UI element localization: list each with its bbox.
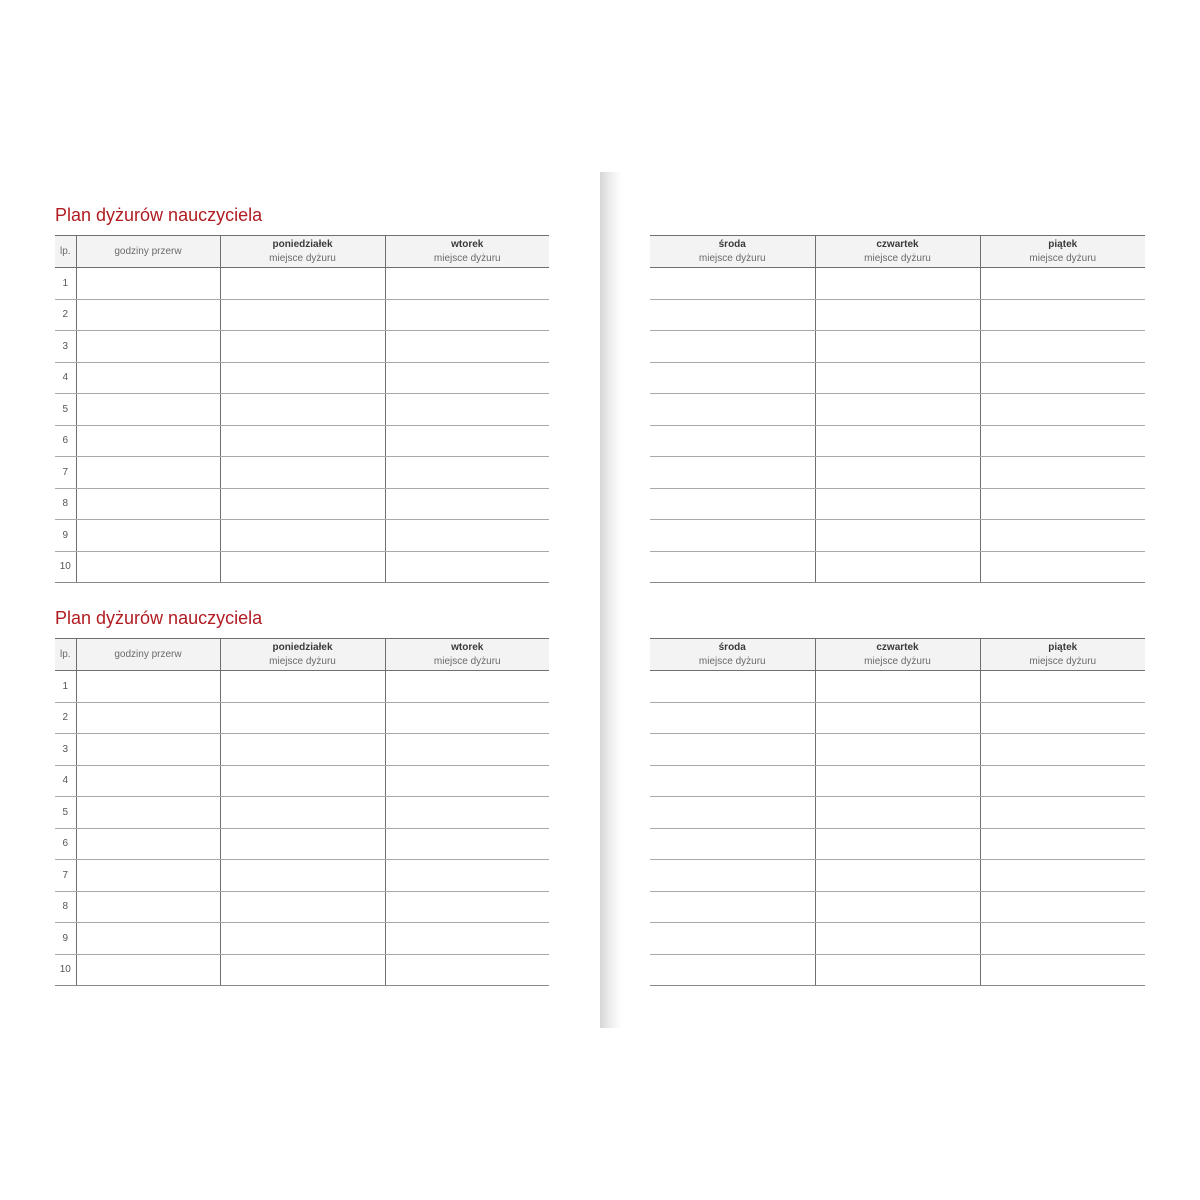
- hours-cell[interactable]: [76, 394, 220, 426]
- duty-cell[interactable]: [650, 362, 815, 394]
- table-row: [55, 331, 549, 363]
- hours-cell[interactable]: [76, 702, 220, 734]
- duty-cell[interactable]: [220, 362, 385, 394]
- duty-cell[interactable]: [980, 551, 1145, 583]
- hours-cell[interactable]: [76, 765, 220, 797]
- duty-cell[interactable]: [980, 520, 1145, 552]
- row-number: 3: [55, 734, 76, 766]
- duty-cell[interactable]: [220, 520, 385, 552]
- row-number: 10: [55, 551, 76, 583]
- row-number: 1: [55, 671, 76, 703]
- day-header-tuesday: wtorek miejsce dyżuru: [385, 236, 549, 268]
- table-row: [55, 954, 549, 986]
- section-1-left-table: [55, 235, 549, 583]
- duty-cell[interactable]: [385, 702, 549, 734]
- table-row: [650, 765, 1145, 797]
- table-row: [650, 734, 1145, 766]
- table-row: [650, 860, 1145, 892]
- duty-cell[interactable]: [650, 923, 815, 955]
- table-row: [650, 299, 1145, 331]
- table-row: [650, 828, 1145, 860]
- table-row: [55, 299, 549, 331]
- duty-cell[interactable]: [815, 457, 980, 489]
- hours-cell[interactable]: [76, 671, 220, 703]
- duty-cell[interactable]: [650, 765, 815, 797]
- duty-cell[interactable]: [815, 299, 980, 331]
- row-number: 4: [55, 765, 76, 797]
- table-row: [650, 551, 1145, 583]
- duty-cell[interactable]: [220, 702, 385, 734]
- table-row: [55, 457, 549, 489]
- table-row: [55, 394, 549, 426]
- duty-cell[interactable]: [980, 671, 1145, 703]
- section-2-right-table: [650, 638, 1145, 986]
- row-number: 8: [55, 891, 76, 923]
- page-spread-gutter: [600, 172, 622, 1028]
- row-number: 4: [55, 362, 76, 394]
- table-row: [650, 891, 1145, 923]
- hours-cell[interactable]: [76, 331, 220, 363]
- duty-cell[interactable]: [385, 425, 549, 457]
- duty-cell[interactable]: [650, 860, 815, 892]
- duty-cell[interactable]: [980, 488, 1145, 520]
- row-number: 10: [55, 954, 76, 986]
- duty-cell[interactable]: [650, 891, 815, 923]
- hours-cell[interactable]: [76, 923, 220, 955]
- duty-cell[interactable]: [220, 457, 385, 489]
- table-row: [650, 488, 1145, 520]
- duty-cell[interactable]: [220, 797, 385, 829]
- header-row: [650, 236, 1145, 268]
- duty-cell[interactable]: [650, 425, 815, 457]
- hours-cell[interactable]: [76, 860, 220, 892]
- duty-cell[interactable]: [220, 734, 385, 766]
- duty-cell[interactable]: [815, 331, 980, 363]
- day-header-wednesday: środa miejsce dyżuru: [650, 639, 815, 671]
- row-number: 3: [55, 331, 76, 363]
- duty-cell[interactable]: [815, 394, 980, 426]
- table-row: [650, 268, 1145, 300]
- duty-cell[interactable]: [980, 331, 1145, 363]
- duty-cell[interactable]: [385, 299, 549, 331]
- hours-cell[interactable]: [76, 734, 220, 766]
- section-1-title: Plan dyżurów nauczyciela: [55, 205, 263, 225]
- row-number: 6: [55, 828, 76, 860]
- duty-cell[interactable]: [650, 551, 815, 583]
- duty-cell[interactable]: [980, 828, 1145, 860]
- table-row: [650, 362, 1145, 394]
- duty-cell[interactable]: [980, 457, 1145, 489]
- row-number: 9: [55, 923, 76, 955]
- duty-cell[interactable]: [220, 331, 385, 363]
- table-row: [55, 551, 549, 583]
- duty-cell[interactable]: [220, 551, 385, 583]
- row-number: 5: [55, 394, 76, 426]
- table-row: [55, 671, 549, 703]
- table-row: [650, 425, 1145, 457]
- duty-cell[interactable]: [220, 765, 385, 797]
- day-header-friday: piątek miejsce dyżuru: [980, 236, 1145, 268]
- table-row: [650, 331, 1145, 363]
- duty-cell[interactable]: [815, 891, 980, 923]
- duty-cell[interactable]: [815, 797, 980, 829]
- hours-header: godziny przerw: [76, 639, 220, 671]
- header-row: [55, 236, 549, 268]
- duty-cell[interactable]: [385, 520, 549, 552]
- duty-cell[interactable]: [980, 702, 1145, 734]
- section-1-right-table: [650, 235, 1145, 583]
- duty-cell[interactable]: [650, 520, 815, 552]
- duty-cell[interactable]: [815, 734, 980, 766]
- table-row: [650, 702, 1145, 734]
- duty-cell[interactable]: [980, 362, 1145, 394]
- section-2-left-table: [55, 638, 549, 986]
- hours-cell[interactable]: [76, 797, 220, 829]
- table-row: [55, 268, 549, 300]
- duty-cell[interactable]: [385, 828, 549, 860]
- duty-cell[interactable]: [980, 923, 1145, 955]
- duty-cell[interactable]: [980, 299, 1145, 331]
- duty-cell[interactable]: [220, 954, 385, 986]
- duty-cell[interactable]: [220, 671, 385, 703]
- hours-cell[interactable]: [76, 551, 220, 583]
- row-number: 2: [55, 702, 76, 734]
- duty-cell[interactable]: [220, 488, 385, 520]
- duty-cell[interactable]: [385, 797, 549, 829]
- lp-header: lp.: [55, 236, 76, 268]
- table-row: [55, 828, 549, 860]
- table-row: [55, 923, 549, 955]
- table-row: [650, 394, 1145, 426]
- duty-cell[interactable]: [980, 394, 1145, 426]
- duty-cell[interactable]: [385, 765, 549, 797]
- row-number: 6: [55, 425, 76, 457]
- duty-cell[interactable]: [650, 797, 815, 829]
- header-row: [55, 639, 549, 671]
- duty-cell[interactable]: [385, 488, 549, 520]
- header-row: [650, 639, 1145, 671]
- section-2-title: Plan dyżurów nauczyciela: [55, 608, 263, 628]
- hours-cell[interactable]: [76, 362, 220, 394]
- duty-cell[interactable]: [220, 860, 385, 892]
- table-row: [55, 891, 549, 923]
- hours-cell[interactable]: [76, 891, 220, 923]
- duty-cell[interactable]: [385, 923, 549, 955]
- duty-cell[interactable]: [385, 891, 549, 923]
- duty-cell[interactable]: [815, 954, 980, 986]
- duty-cell[interactable]: [650, 828, 815, 860]
- table-row: [55, 702, 549, 734]
- day-header-thursday: czwartek miejsce dyżuru: [815, 236, 980, 268]
- hours-cell[interactable]: [76, 457, 220, 489]
- duty-cell[interactable]: [385, 551, 549, 583]
- duty-cell[interactable]: [385, 954, 549, 986]
- row-number: 7: [55, 860, 76, 892]
- duty-cell[interactable]: [980, 425, 1145, 457]
- table-row: [55, 488, 549, 520]
- table-row: [55, 734, 549, 766]
- day-header-monday: poniedziałek miejsce dyżuru: [220, 236, 385, 268]
- row-number: 8: [55, 488, 76, 520]
- table-row: [55, 362, 549, 394]
- duty-cell[interactable]: [220, 425, 385, 457]
- duty-cell[interactable]: [980, 797, 1145, 829]
- duty-cell[interactable]: [385, 331, 549, 363]
- day-header-wednesday: środa miejsce dyżuru: [650, 236, 815, 268]
- duty-cell[interactable]: [815, 702, 980, 734]
- duty-cell[interactable]: [980, 268, 1145, 300]
- table-row: [55, 520, 549, 552]
- duty-cell[interactable]: [650, 734, 815, 766]
- duty-cell[interactable]: [815, 765, 980, 797]
- table-row: [55, 797, 549, 829]
- duty-cell[interactable]: [650, 394, 815, 426]
- row-number: 7: [55, 457, 76, 489]
- duty-cell[interactable]: [650, 488, 815, 520]
- duty-cell[interactable]: [815, 923, 980, 955]
- hours-cell[interactable]: [76, 488, 220, 520]
- hours-header: godziny przerw: [76, 236, 220, 268]
- duty-cell[interactable]: [980, 734, 1145, 766]
- row-number: 9: [55, 520, 76, 552]
- hours-cell[interactable]: [76, 954, 220, 986]
- table-row: [55, 860, 549, 892]
- duty-cell[interactable]: [220, 394, 385, 426]
- duty-cell[interactable]: [385, 268, 549, 300]
- table-row: [650, 954, 1145, 986]
- duty-cell[interactable]: [385, 394, 549, 426]
- hours-cell[interactable]: [76, 268, 220, 300]
- table-row: [650, 923, 1145, 955]
- duty-cell[interactable]: [815, 488, 980, 520]
- hours-cell[interactable]: [76, 828, 220, 860]
- hours-cell[interactable]: [76, 425, 220, 457]
- table-row: [650, 671, 1145, 703]
- duty-cell[interactable]: [815, 425, 980, 457]
- duty-cell[interactable]: [385, 860, 549, 892]
- duty-cell[interactable]: [220, 923, 385, 955]
- row-number: 2: [55, 299, 76, 331]
- duty-cell[interactable]: [650, 954, 815, 986]
- duty-cell[interactable]: [220, 299, 385, 331]
- duty-cell[interactable]: [815, 860, 980, 892]
- duty-cell[interactable]: [980, 891, 1145, 923]
- duty-cell[interactable]: [650, 331, 815, 363]
- duty-cell[interactable]: [220, 891, 385, 923]
- hours-cell[interactable]: [76, 520, 220, 552]
- table-row: [650, 520, 1145, 552]
- duty-cell[interactable]: [385, 457, 549, 489]
- duty-cell[interactable]: [385, 671, 549, 703]
- table-row: [55, 425, 549, 457]
- duty-cell[interactable]: [650, 702, 815, 734]
- hours-cell[interactable]: [76, 299, 220, 331]
- day-header-monday: poniedziałek miejsce dyżuru: [220, 639, 385, 671]
- duty-cell[interactable]: [815, 362, 980, 394]
- duty-cell[interactable]: [385, 734, 549, 766]
- duty-cell[interactable]: [650, 299, 815, 331]
- duty-cell[interactable]: [815, 671, 980, 703]
- row-number: 5: [55, 797, 76, 829]
- duty-cell[interactable]: [815, 268, 980, 300]
- duty-cell[interactable]: [650, 268, 815, 300]
- duty-cell[interactable]: [815, 828, 980, 860]
- day-header-thursday: czwartek miejsce dyżuru: [815, 639, 980, 671]
- row-number: 1: [55, 268, 76, 300]
- duty-cell[interactable]: [815, 551, 980, 583]
- duty-cell[interactable]: [220, 828, 385, 860]
- table-row: [650, 457, 1145, 489]
- lp-header: lp.: [55, 639, 76, 671]
- duty-cell[interactable]: [980, 765, 1145, 797]
- table-row: [650, 797, 1145, 829]
- duty-cell[interactable]: [980, 954, 1145, 986]
- duty-cell[interactable]: [220, 268, 385, 300]
- duty-cell[interactable]: [385, 362, 549, 394]
- duty-cell[interactable]: [980, 860, 1145, 892]
- table-row: [55, 765, 549, 797]
- day-header-friday: piątek miejsce dyżuru: [980, 639, 1145, 671]
- day-header-tuesday: wtorek miejsce dyżuru: [385, 639, 549, 671]
- duty-cell[interactable]: [650, 457, 815, 489]
- duty-cell[interactable]: [815, 520, 980, 552]
- duty-cell[interactable]: [650, 671, 815, 703]
